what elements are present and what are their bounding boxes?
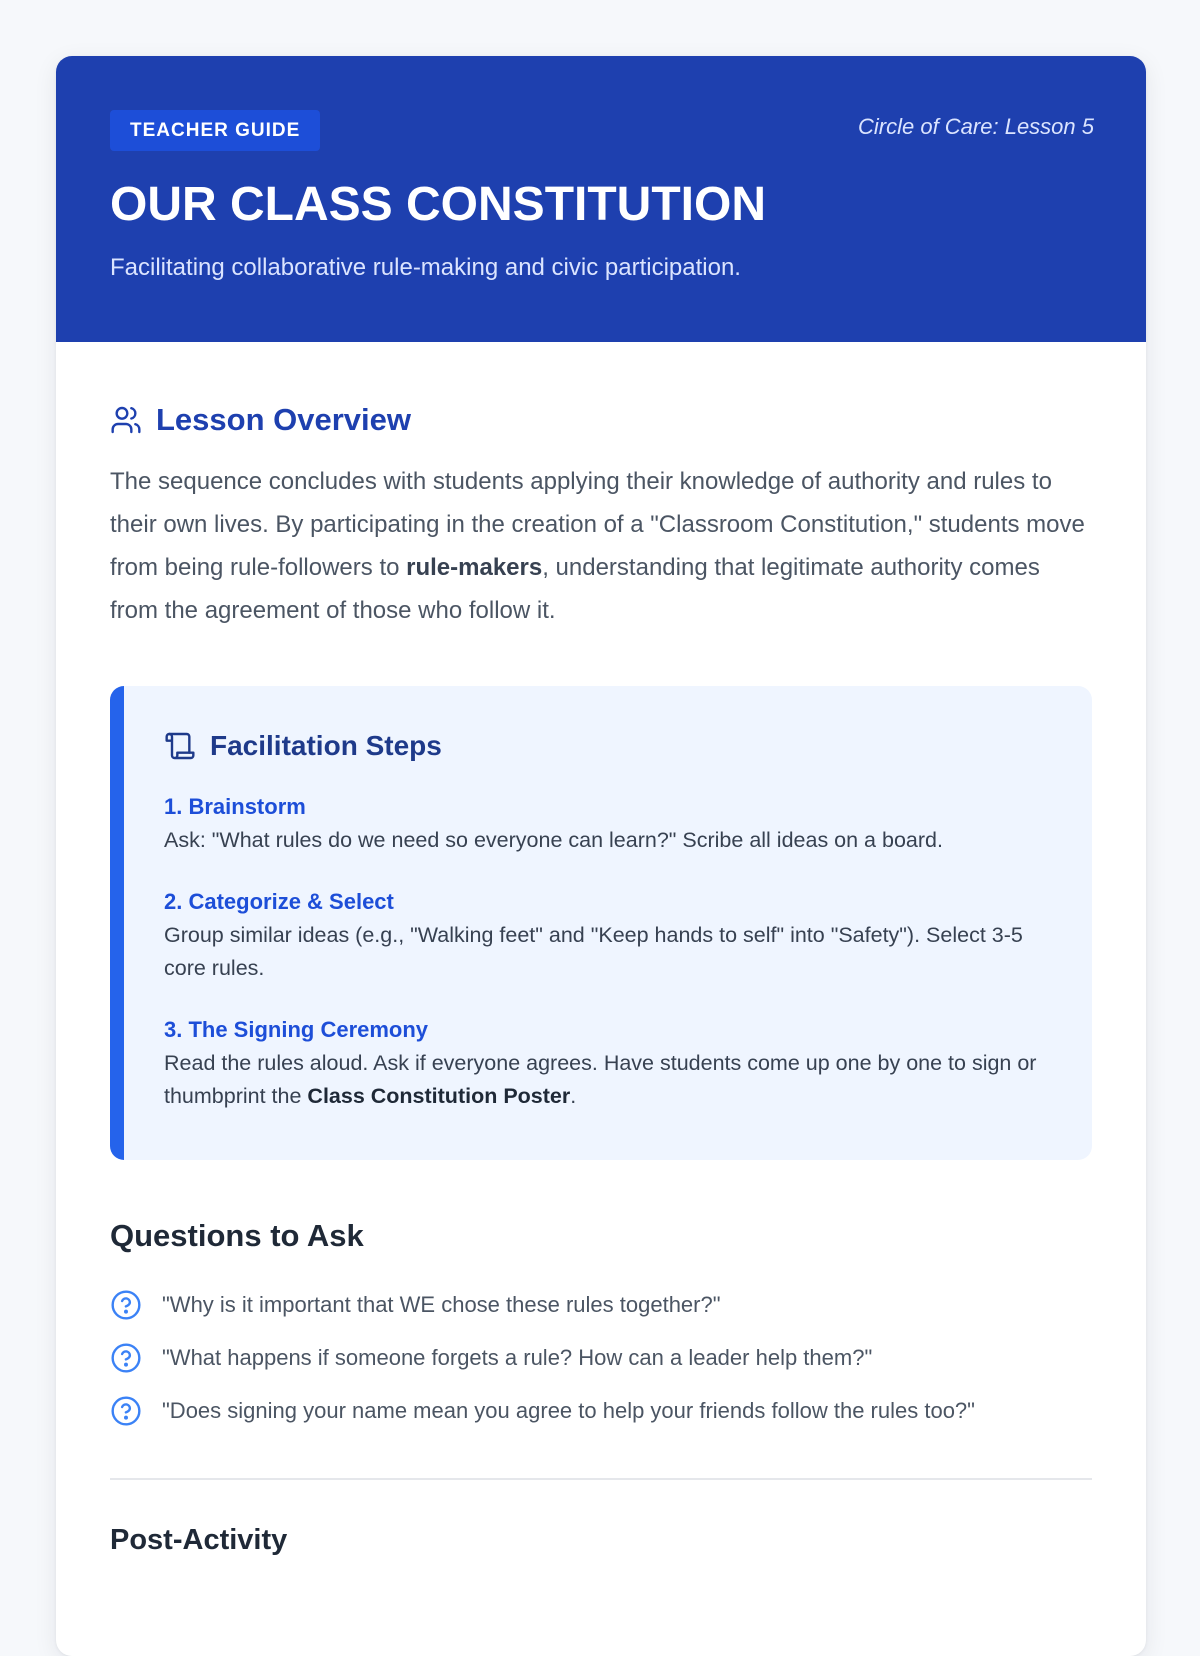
scroll-icon [164, 730, 196, 762]
step-title: 1. Brainstorm [164, 794, 306, 819]
list-item [110, 1288, 1092, 1322]
question-text: "What happens if someone forgets a rule? How can a leader help them?" [162, 1345, 873, 1370]
step-item [164, 1015, 1052, 1113]
step-title: 2. Categorize & Select [164, 889, 394, 914]
overview-heading: Lesson Overview [156, 402, 412, 437]
lesson-content [56, 402, 1146, 1557]
lesson-header [56, 56, 1146, 342]
question-circle-icon [110, 1289, 142, 1321]
overview-text: The sequence concludes with students applying their knowledge of authority and rules to their own lives. By participating in the creation of a "Classroom Constitution," students move from being rule-followers to rule-makers, understanding that legitimate authority comes from the agreement of those who follow it. [110, 468, 1085, 624]
step-body: Ask: "What rules do we need so everyone can learn?" Scribe all ideas on a board. [164, 828, 943, 852]
step-body: Read the rules aloud. Ask if everyone agrees. Have students come up one by one to sign or thumbprint the Class Constitution Poster. [164, 1051, 1037, 1108]
overview-heading-row [110, 402, 1092, 438]
steps-heading-row [164, 730, 1052, 762]
step-item [164, 792, 1052, 857]
step-title: 3. The Signing Ceremony [164, 1017, 429, 1042]
questions-heading: Questions to Ask [110, 1218, 364, 1253]
facilitation-steps-box [110, 686, 1092, 1160]
overview-bold-term: rule-makers [406, 554, 543, 581]
lesson-label: Circle of Care: Lesson 5 [858, 114, 1094, 139]
questions-list [110, 1288, 1092, 1428]
question-circle-icon [110, 1342, 142, 1374]
question-text: "Why is it important that WE chose these rules together?" [162, 1292, 721, 1317]
post-activity-heading: Post-Activity [110, 1524, 288, 1556]
poster-bold-term: Class Constitution Poster [307, 1084, 571, 1108]
teacher-guide-badge: TEACHER GUIDE [110, 110, 320, 151]
list-item [110, 1394, 1092, 1428]
list-item [110, 1341, 1092, 1375]
users-icon [110, 404, 142, 436]
question-text: "Does signing your name mean you agree to help your friends follow the rules too?" [162, 1398, 975, 1423]
step-body: Group similar ideas (e.g., "Walking feet" and "Keep hands to self" into "Safety"). Select 3-5 core rules. [164, 923, 1023, 980]
question-circle-icon [110, 1395, 142, 1427]
steps-heading: Facilitation Steps [210, 730, 442, 761]
page-subtitle: Facilitating collaborative rule-making and civic participation. [110, 254, 741, 281]
page-title: OUR CLASS CONSTITUTION [110, 178, 766, 231]
lesson-card [56, 56, 1146, 1656]
step-item [164, 887, 1052, 985]
section-divider [110, 1478, 1092, 1480]
